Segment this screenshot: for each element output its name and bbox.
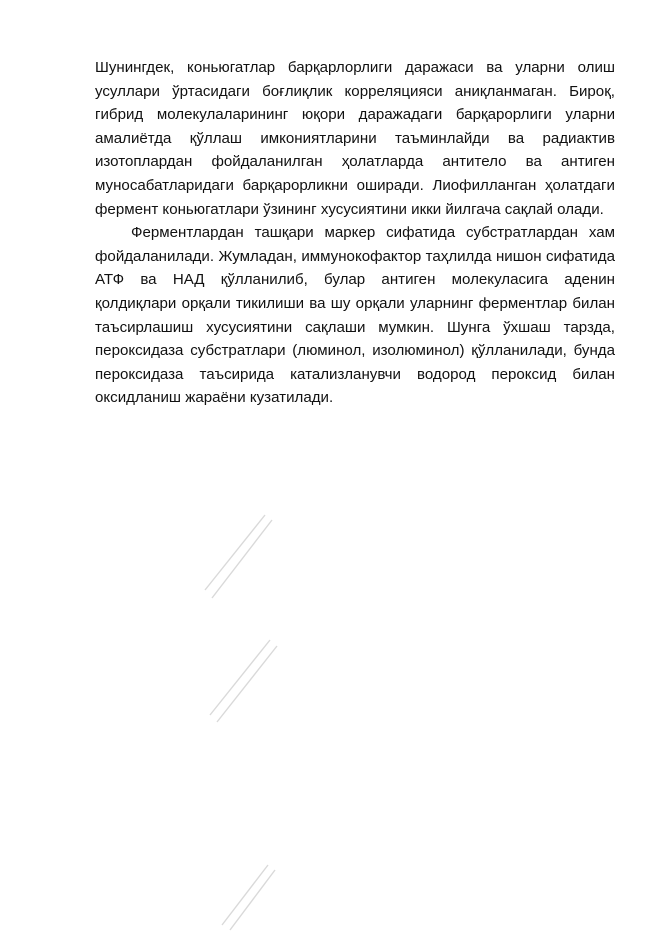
watermark-line — [230, 870, 275, 930]
watermark-line — [205, 515, 265, 590]
paragraph-1: Шунингдек, коньюгатлар барқарлорлиги даражаси ва уларни олиш усуллари ўртасидаги боғлиқлик корреляцияси аниқланмаган. Бироқ, гибрид молекулаларининг юқори даражадаги барқарорлиги уларни амалиётда қўллаш имкониятларини таъминлайди ва радиактив изотоплардан фойдаланилган ҳолатларда антитело ва антиген муносабатларидаги барқарорликни оширади. Лиофилланган ҳолатдаги фермент коньюгатлари ўзининг хусусиятини икки йилгача сақлай олади. — [95, 59, 615, 218]
watermark-line — [210, 640, 270, 715]
watermark-line — [222, 865, 268, 925]
paragraph-2: Ферментлардан ташқари маркер сифатида субстратлардан хам фойдаланилади. Жумладан, иммунокофактор таҳлилда нишон сифатида АТФ ва НАД қўлланилиб, булар антиген молекуласига аденин қолдиқлари орқали тикилиши ва шу орқали уларнинг ферментлар билан таъсирлашиш хусусиятини сақлаши мумкин. Шунга ўхшаш тарзда, пероксидаза субстратлари (люминол, изолюминол) қўлланилади, бунда пероксидаза таъсирида катализланувчи водород пероксид билан оксидланиш жараёни кузатилади. — [95, 224, 615, 407]
watermark-line — [212, 520, 272, 598]
watermark-line — [217, 646, 277, 722]
body-text — [95, 56, 615, 410]
